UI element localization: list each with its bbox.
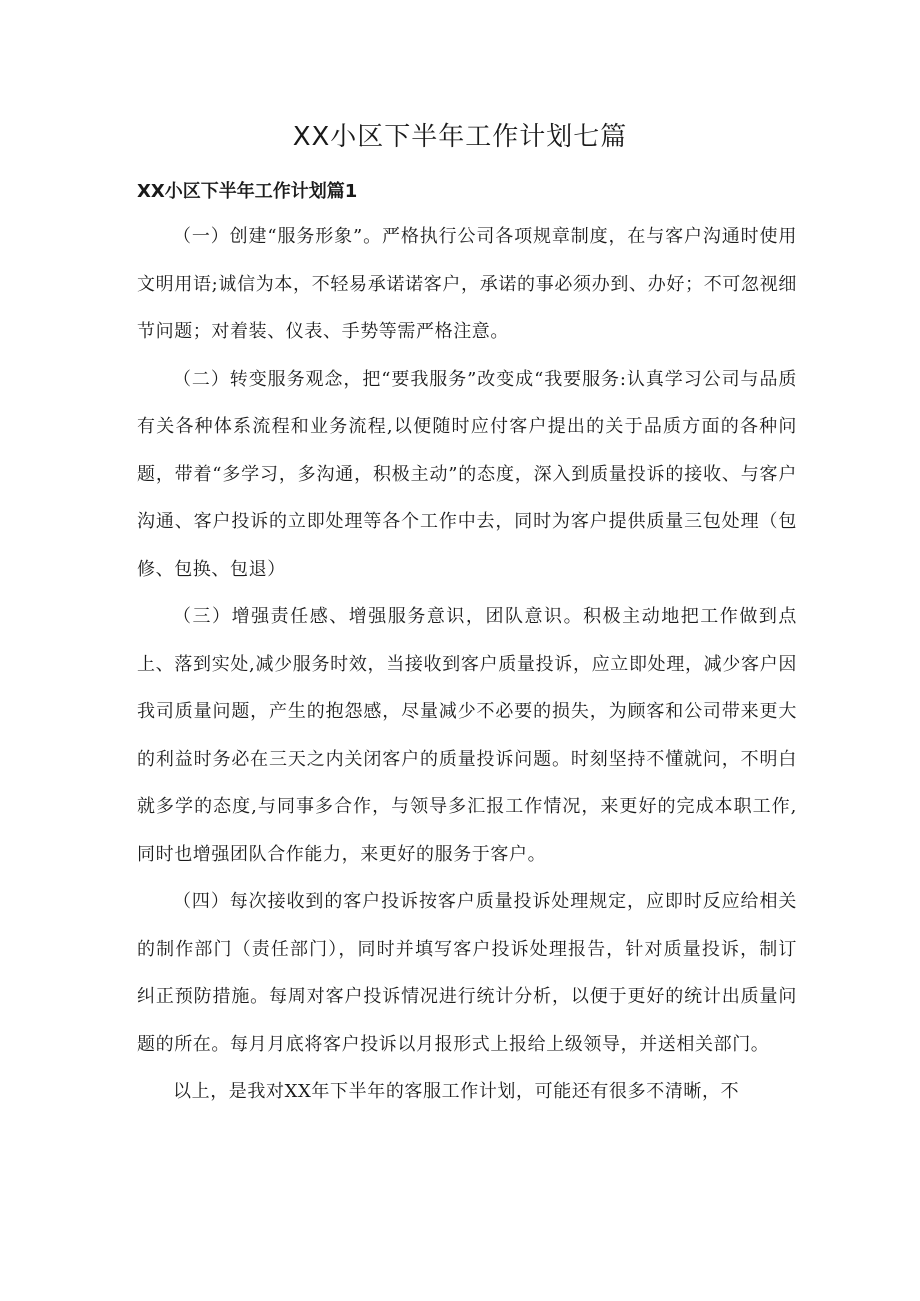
paragraph-4: （四）每次接收到的客户投诉按客户质量投诉处理规定，应即时反应给相关的制作部门（责任部门），同时并填写客户投诉处理报告，针对质量投诉，制订纠正预防措施。每周对客户投诉情况进行统计分析，以便于更好的统计出质量问题的所在。每月月底将客户投诉以月报形式上报给上级领导，并送相关部门。 bbox=[137, 891, 797, 1055]
paragraph-3: （三）增强责任感、增强服务意识，团队意识。积极主动地把工作做到点上、落到实处,减少服务时效，当接收到客户质量投诉，应立即处理，减少客户因我司质量问题，产生的抱怨感，尽量减少不必要的损失，为顾客和公司带来更大的利益时务必在三天之内关闭客户的质量投诉问题。时刻坚持不懂就问，不明白就多学的态度,与同事多合作，与领导多汇报工作情况，来更好的完成本职工作,同时也增强团队合作能力，来更好的服务于客户。 bbox=[137, 606, 797, 865]
paragraph-2: （二）转变服务观念，把“要我服务”改变成“我要服务:认真学习公司与品质有关各种体系流程和业务流程,以便随时应付客户提出的关于品质方面的各种问题，带着“多学习，多沟通，积极主动”的态度，深入到质量投诉的接收、与客户沟通、客户投诉的立即处理等各个工作中去，同时为客户提供质量三包处理（包修、包换、包退） bbox=[137, 368, 797, 580]
paragraph-1: （一）创建“服务形象”。严格执行公司各项规章制度，在与客户沟通时使用文明用语;诚信为本，不轻易承诺诺客户，承诺的事必须办到、办好；不可忽视细节问题；对着装、仪表、手势等需严格注意。 bbox=[137, 226, 797, 342]
document-title: XX小区下半年工作计划七篇 bbox=[292, 122, 628, 152]
document-body bbox=[137, 213, 797, 1116]
section-heading: XX小区下半年工作计划篇1 bbox=[137, 181, 358, 202]
paragraph-5: 以上，是我对XX年下半年的客服工作计划，可能还有很多不清晰，不 bbox=[173, 1081, 740, 1102]
